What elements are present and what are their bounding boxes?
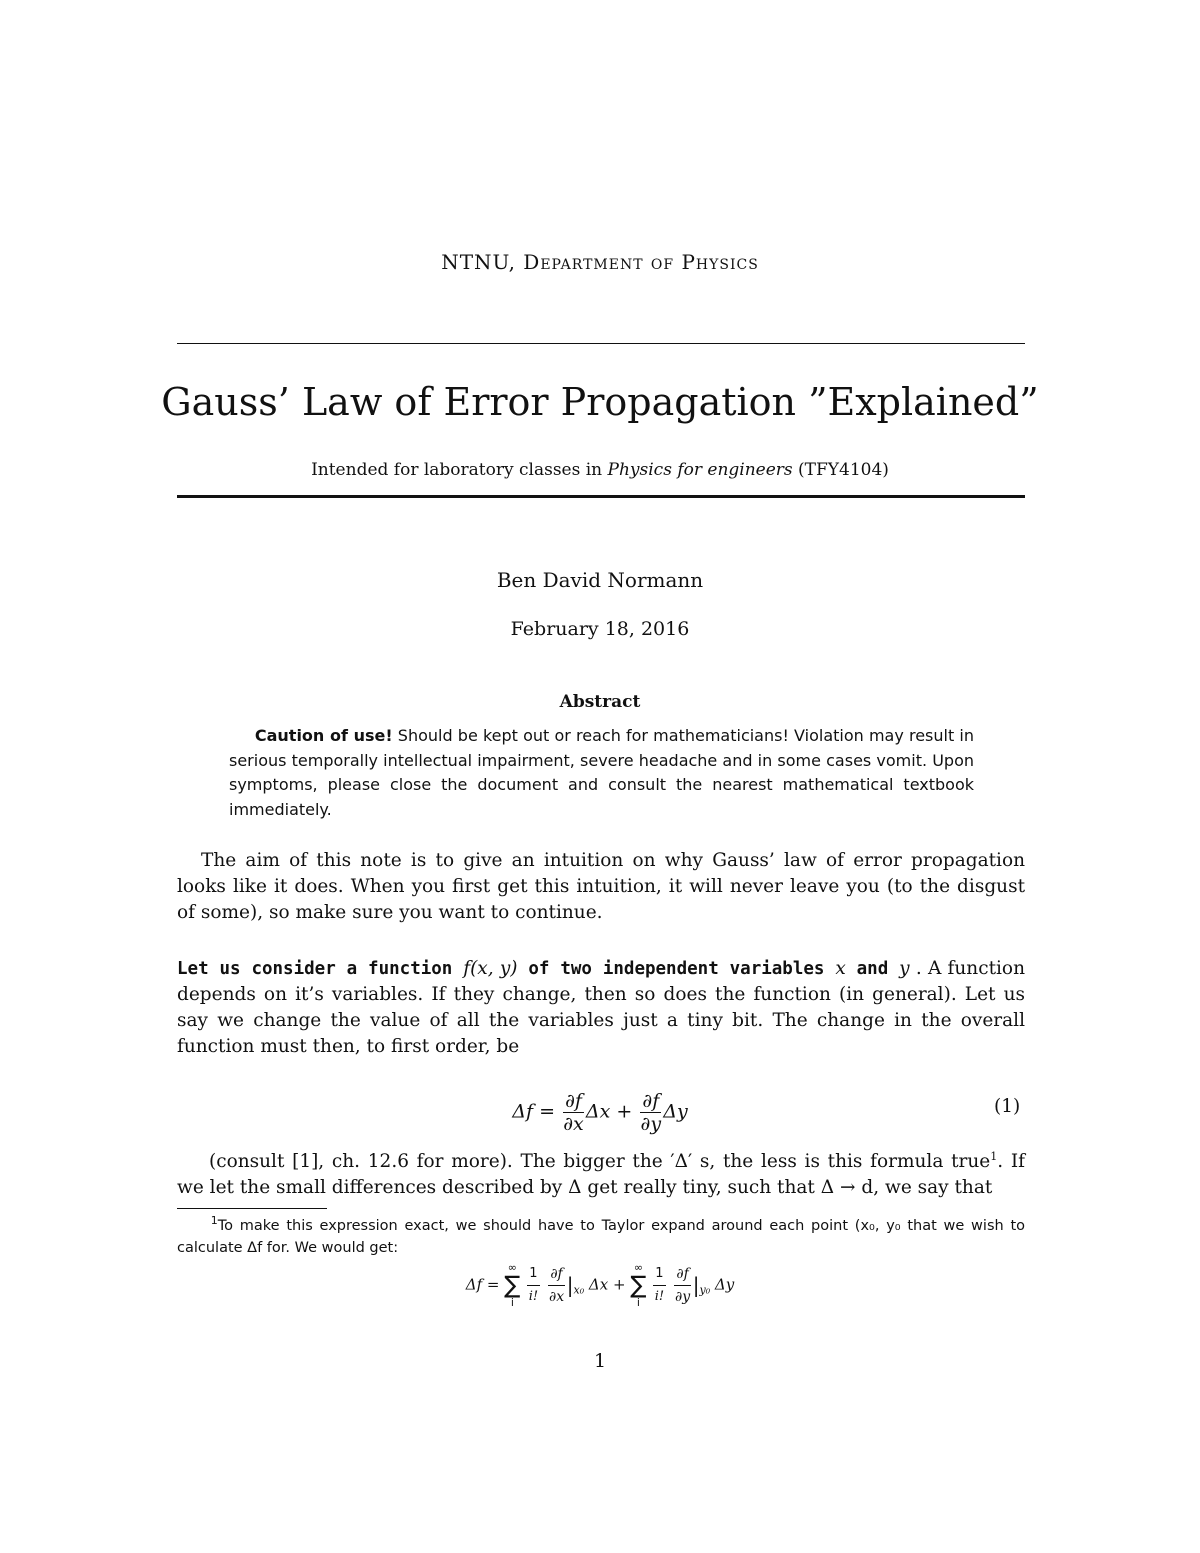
sum-1 [504,1262,520,1308]
footnote-mark: 1 [210,1214,218,1227]
eq-num-2: ∂f [642,1090,660,1112]
eq-frac-x [563,1090,584,1135]
p2-lead-a: Let us consider a function [177,959,464,979]
fneq-sub-y: y₀ [699,1283,711,1297]
sum-2-sigma: ∑ [630,1271,647,1299]
paper-title: Gauss’ Law of Error Propagation ”Explained” [161,380,1039,424]
eq-den-2: ∂y [640,1113,662,1135]
department-header: NTNU, Department of Physics [441,250,759,274]
p2-function: f(x, y) [463,958,518,979]
footnote-text: To make this expression exact, we should have to Taylor expand around each point (x₀, y₀ that we wish to calculate Δf for. We would get: [177,1217,1025,1256]
fneq-sub-x: x₀ [573,1283,585,1297]
fneq-dx: Δx + [588,1275,626,1294]
fneq-inv-fact-1 [527,1263,539,1308]
equation-number: (1) [994,1096,1021,1117]
sum-2-bottom: i [636,1296,640,1309]
fneq-inv-fact-2 [653,1263,665,1308]
page-number: 1 [593,1350,607,1372]
p2-rest: . A function depends on it’s variables. If they change, then so does the function (in general). Let us say we change the value of all the variables just a tiny bit. The change in the overall function must then, to first order, be [177,958,1025,1057]
fneq-lhs: Δf = [465,1275,500,1294]
fneq-partial-y [674,1263,690,1308]
sum-2-top: ∞ [633,1261,643,1274]
fneq-pf-2: ∂f [674,1263,690,1286]
fneq-dy: Δy [714,1275,735,1294]
footnote-equation: Δf = ∞ ∑ i $\frac{1}{i!}$ $\frac{\partial f}{\partial x}$ $|_{x_0}$ Δx + ∞ ∑ i $\frac{1}{i!}$ $\frac{\partial f}{\partial y}$ $|_{y_0}$ Δy [465,1261,735,1309]
p3-text-a: (consult [1], ch. 12.6 for more). The bigger the ′Δ′ s, the less is this formula true [209,1151,991,1173]
eq-end: Δy [663,1100,688,1123]
bottom-rule [177,495,1025,498]
p2-lead-b: of two independent variables [517,959,836,979]
abstract-body: Should be kept out or reach for mathematicians! Violation may result in serious temporally intellectual impairment, severe headache and in some cases vomit. Upon symptoms, please close the document and consult the nearest mathematical textbook immediately. [229,726,975,819]
eq-lhs: Δf = [512,1100,556,1123]
p2-y: y [899,958,910,979]
eq-den-1: ∂x [563,1113,584,1135]
subtitle-suffix: (TFY4104) [792,460,889,480]
footnote [177,1210,1025,1259]
eq-num-1: ∂f [565,1090,582,1112]
paragraph-function [177,956,1025,1060]
top-rule [177,343,1025,344]
p3-text-b: . If we let the small differences described by Δ get really tiny, such that Δ → d, we say that [177,1151,1025,1199]
footnote-ref: 1 [990,1150,998,1163]
subtitle-course: Physics for engineers [607,460,793,480]
eq-frac-y [640,1090,661,1135]
p2-x: x [835,958,846,979]
fneq-one-2: 1 [653,1263,665,1286]
fneq-ifact-1: i! [528,1288,539,1304]
p2-and: and [845,959,900,979]
abstract-heading: Abstract [559,692,641,712]
sum-1-bottom: i [510,1296,514,1309]
fneq-partial-x [548,1263,564,1308]
paragraph-consult [177,1144,1025,1201]
subtitle-prefix: Intended for laboratory classes in [311,460,608,480]
paper-date: February 18, 2016 [510,618,690,640]
paper-subtitle [0,460,1200,480]
abstract-lead: Caution of use! [254,726,393,745]
sum-1-top: ∞ [507,1261,517,1274]
fneq-one-1: 1 [527,1263,539,1286]
footnote-rule [177,1208,327,1209]
fneq-px: ∂x [548,1288,565,1305]
fneq-ifact-2: i! [654,1288,665,1304]
author-name: Ben David Normann [496,568,704,592]
fneq-py: ∂y [674,1288,691,1305]
paragraph-intro: The aim of this note is to give an intuition on why Gauss’ law of error propagation looks like it does. When you first get this intuition, it will never leave you (to the disgust of some), so make sure you want to continue. [177,850,1025,923]
fneq-pf-1: ∂f [548,1263,564,1286]
abstract-text [229,724,974,822]
sum-2 [630,1262,646,1308]
eq-mid: Δx + [585,1100,633,1123]
sum-1-sigma: ∑ [504,1271,521,1299]
